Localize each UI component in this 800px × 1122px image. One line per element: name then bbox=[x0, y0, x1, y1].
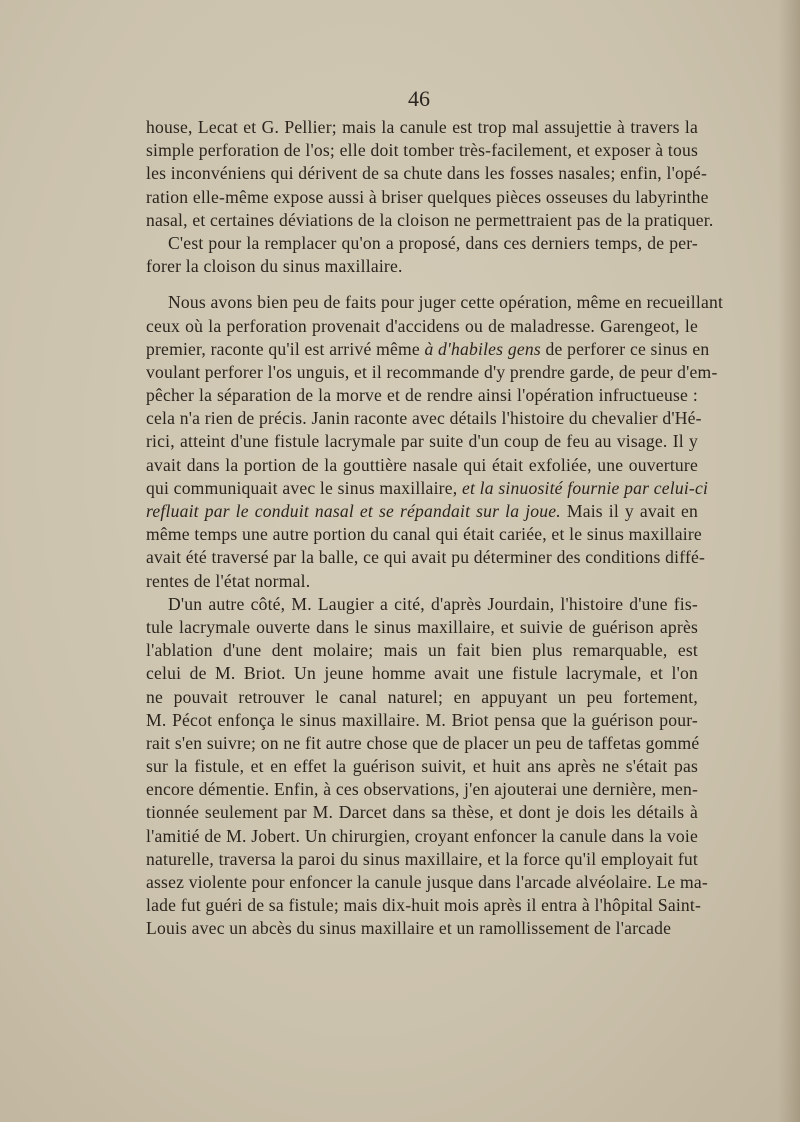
text-line: tionnée seulement par M. Darcet dans sa thèse, et dont je dois les détails à bbox=[146, 802, 698, 823]
italic-text-run: refluait par le conduit nasal et se répandait sur la joue. bbox=[146, 501, 561, 521]
text-line: voulant perforer l'os unguis, et il recommande d'y prendre garde, de peur d'em- bbox=[146, 361, 718, 382]
text-line: Louis avec un abcès du sinus maxillaire et un ramollissement de l'arcade bbox=[146, 918, 672, 939]
text-line: avait dans la portion de la gouttière nasale qui était exfoliée, une ouverture bbox=[146, 454, 698, 475]
text-line: même temps une autre portion du canal qui était cariée, et le sinus maxillaire bbox=[146, 524, 702, 545]
text-line: simple perforation de l'os; elle doit tomber très-facilement, et exposer à tous bbox=[146, 140, 698, 161]
text-line: cela n'a rien de précis. Janin raconte avec détails l'histoire du chevalier d'Hé- bbox=[146, 408, 702, 429]
text-line: ne pouvait retrouver le canal naturel; en appuyant un peu fortement, bbox=[146, 686, 698, 707]
text-run: qui communiquait avec le sinus maxillaire, bbox=[146, 477, 462, 498]
text-run: de perforer ce sinus en bbox=[540, 338, 710, 359]
text-line: D'un autre côté, M. Laugier a cité, d'après Jourdain, l'histoire d'une fis- bbox=[168, 593, 698, 614]
text-line: tule lacrymale ouverte dans le sinus maxillaire, et suivie de guérison après bbox=[146, 616, 698, 637]
paragraph-gap bbox=[146, 278, 698, 291]
text-line: C'est pour la remplacer qu'on a proposé, dans ces derniers temps, de per- bbox=[168, 232, 698, 253]
text-line: ration elle-même expose aussi à briser quelques pièces osseuses du labyrinthe bbox=[146, 186, 709, 207]
text-line: rait s'en suivre; on ne fit autre chose que de placer un peu de taffetas gommé bbox=[146, 732, 700, 753]
text-line: avait été traversé par la balle, ce qui avait pu déterminer des conditions diffé- bbox=[146, 547, 706, 568]
text-line: encore démentie. Enfin, à ces observations, j'en ajouterai une dernière, men- bbox=[146, 779, 699, 800]
text-line bbox=[146, 338, 710, 361]
text-run: premier, raconte qu'il est arrivé même bbox=[146, 338, 425, 359]
body-text bbox=[146, 116, 724, 941]
text-line: pêcher la séparation de la morve et de rendre ainsi l'opération infructueuse : bbox=[146, 385, 698, 406]
text-line: forer la cloison du sinus maxillaire. bbox=[146, 256, 403, 277]
page-edge-shadow bbox=[778, 0, 800, 1122]
text-line: nasal, et certaines déviations de la cloison ne permettraient pas de la pratiquer. bbox=[146, 209, 714, 230]
text-line: sur la fistule, et en effet la guérison suivit, et huit ans après ne s'était pas bbox=[146, 756, 698, 777]
text-line bbox=[146, 477, 709, 500]
text-line: les inconvéniens qui dérivent de sa chute dans les fosses nasales; enfin, l'opé- bbox=[146, 163, 708, 184]
text-line: lade fut guéri de sa fistule; mais dix-huit mois après il entra à l'hôpital Saint- bbox=[146, 895, 702, 916]
text-line: M. Pécot enfonça le sinus maxillaire. M. Briot pensa que la guérison pour- bbox=[146, 709, 698, 730]
text-line: rici, atteint d'une fistule lacrymale par suite d'un coup de feu au visage. Il y bbox=[146, 431, 698, 452]
text-line: Nous avons bien peu de faits pour juger cette opération, même en recueillant bbox=[168, 292, 724, 313]
page-number: 46 bbox=[408, 86, 430, 111]
text-line: celui de M. Briot. Un jeune homme avait une fistule lacrymale, et l'on bbox=[146, 663, 698, 684]
text-line bbox=[146, 500, 698, 523]
italic-text-run: et la sinuosité fournie par celui-ci bbox=[461, 477, 709, 498]
text-line: ceux où la perforation provenait d'accidens ou de maladresse. Garengeot, le bbox=[146, 315, 698, 336]
text-line: l'amitié de M. Jobert. Un chirurgien, croyant enfoncer la canule dans la voie bbox=[146, 825, 698, 846]
text-run: Mais il y avait en bbox=[560, 501, 699, 521]
text-line: naturelle, traversa la paroi du sinus maxillaire, et la force qu'il employait fut bbox=[146, 848, 698, 869]
text-line: house, Lecat et G. Pellier; mais la canule est trop mal assujettie à travers la bbox=[146, 117, 698, 137]
italic-text-run: à d'habiles gens bbox=[424, 338, 541, 359]
text-line: assez violente pour enfoncer la canule jusque dans l'arcade alvéolaire. Le ma- bbox=[146, 872, 708, 892]
text-line: l'ablation d'une dent molaire; mais un fait bien plus remarquable, est bbox=[146, 640, 698, 661]
text-line: rentes de l'état normal. bbox=[146, 570, 311, 591]
